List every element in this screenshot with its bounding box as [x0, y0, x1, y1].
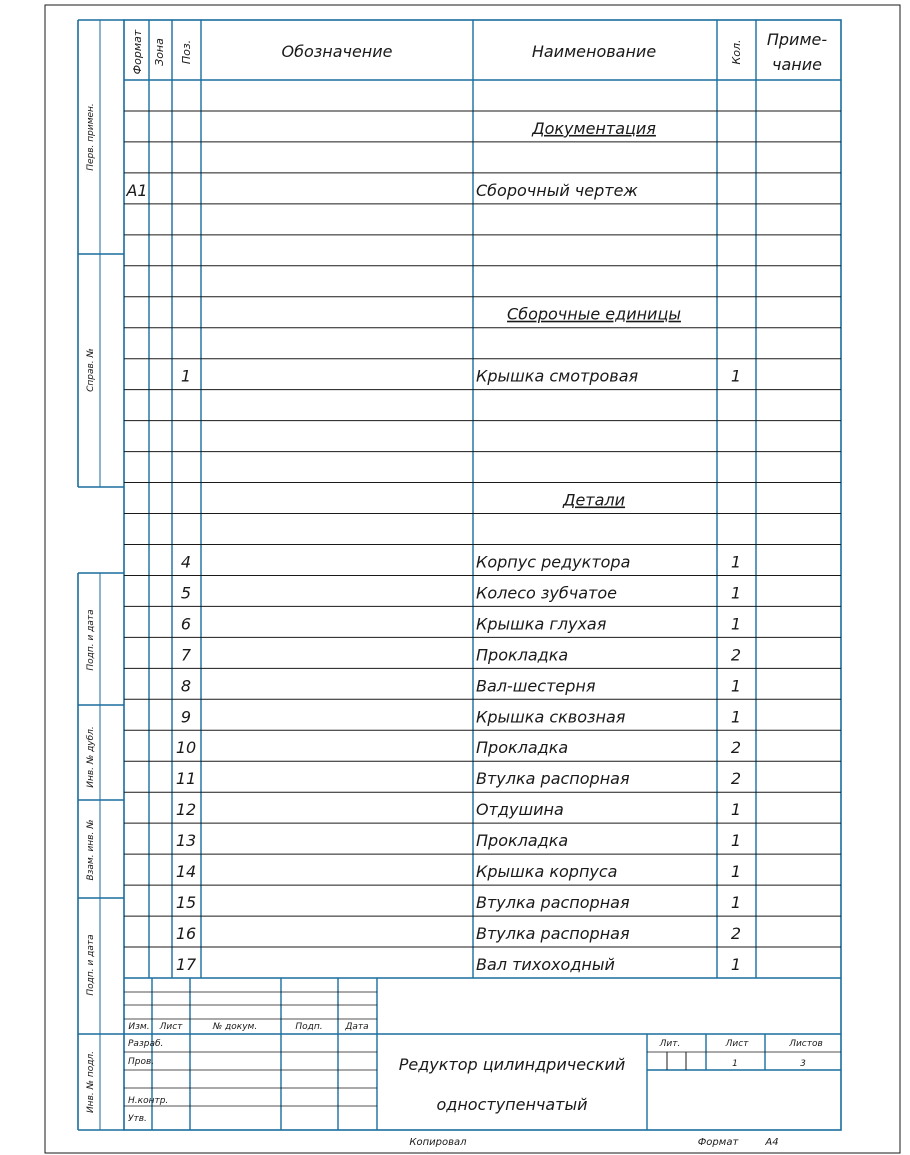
row-pos: 4: [180, 552, 192, 572]
tb-doc-no: № докум.: [212, 1022, 258, 1032]
row-name: Корпус редуктора: [476, 552, 631, 572]
row-pos: 17: [175, 955, 197, 974]
row-qty: 1: [730, 800, 742, 820]
row-pos: 7: [180, 645, 192, 665]
table-header: [131, 29, 827, 74]
table-row: [176, 862, 741, 881]
bottom-line: [409, 1137, 778, 1148]
header-format: Формат: [131, 29, 144, 75]
row-name: Втулка распорная: [476, 893, 630, 913]
table-row: [181, 552, 741, 571]
row-qty: 1: [730, 583, 742, 603]
row-pos: 9: [180, 707, 192, 727]
header-qty: Кол.: [730, 39, 743, 65]
bottom-copied: Копировал: [409, 1137, 467, 1148]
row-name: Сборочный чертеж: [476, 180, 638, 200]
row-pos: 13: [175, 831, 197, 851]
row-pos: 10: [175, 738, 197, 758]
table-row: [181, 614, 741, 633]
row-name: Крышка смотровая: [476, 366, 639, 386]
table-row: [125, 181, 638, 200]
row-pos: 5: [180, 583, 192, 603]
table-row: [181, 707, 741, 726]
row-qty: 1: [730, 614, 742, 634]
row-pos: 8: [180, 676, 192, 696]
header-zone: Зона: [153, 38, 166, 66]
side-label-podp-data-2: Подп. и дата: [86, 934, 96, 996]
spec-rows: [125, 119, 741, 974]
tb-lit-label: Лит.: [659, 1039, 681, 1049]
row-name: Прокладка: [476, 738, 569, 758]
row-qty: 1: [730, 552, 742, 572]
row-qty: 2: [730, 645, 742, 665]
tb-sheets-label: Листов: [789, 1039, 823, 1049]
title-block: [128, 1022, 823, 1124]
table-row: [176, 955, 741, 974]
header-pos: Поз.: [180, 39, 193, 65]
row-qty: 1: [730, 831, 742, 851]
tb-podp: Подп.: [295, 1022, 323, 1032]
row-pos: 15: [175, 893, 197, 913]
tb-razrab: Разраб.: [128, 1039, 164, 1049]
tb-title-line1: Редуктор цилиндрический: [398, 1055, 626, 1074]
table-row: [176, 893, 741, 912]
tb-sheet-value: 1: [732, 1059, 738, 1069]
side-label-inv-podl: Инв. № подл.: [86, 1050, 96, 1114]
tb-prov: Пров.: [128, 1057, 155, 1067]
row-pos: 14: [175, 862, 197, 882]
tb-sheets-value: 3: [800, 1059, 806, 1069]
row-qty: 1: [730, 707, 742, 727]
bottom-format-label: Формат: [697, 1137, 739, 1148]
row-name: Крышка корпуса: [476, 862, 618, 882]
row-qty: 1: [730, 893, 742, 913]
tb-data: Дата: [345, 1022, 369, 1032]
row-name: Вал-шестерня: [476, 676, 596, 696]
row-pos: 11: [175, 769, 197, 789]
row-name: Крышка глухая: [476, 614, 607, 634]
row-qty: 1: [730, 676, 742, 696]
row-qty: 1: [730, 862, 742, 882]
row-qty: 2: [730, 769, 742, 789]
section-title: Сборочные единицы: [507, 304, 681, 324]
row-qty: 2: [730, 738, 742, 758]
row-name: Вал тихоходный: [476, 955, 615, 974]
row-pos: 6: [180, 614, 192, 634]
table-row: [181, 367, 741, 386]
side-label-perv-primen: Перв. примен.: [86, 103, 96, 171]
table-row: [181, 645, 741, 664]
bottom-format-value: А4: [765, 1137, 779, 1148]
header-designation: Обозначение: [281, 42, 393, 61]
table-row: [176, 769, 741, 788]
table-row: [181, 676, 741, 695]
section-title: Детали: [562, 490, 626, 510]
row-pos: 1: [180, 366, 192, 386]
row-name: Прокладка: [476, 831, 569, 851]
row-pos: 16: [175, 924, 197, 944]
tb-n-kontr: Н.контр.: [128, 1096, 169, 1106]
row-qty: 1: [730, 366, 742, 386]
row-pos: 12: [175, 800, 197, 820]
side-label-inv-dubl: Инв. № дубл.: [86, 726, 96, 788]
side-label-podp-data-1: Подп. и дата: [86, 609, 96, 671]
header-name: Наименование: [531, 42, 657, 61]
table-row: [176, 831, 741, 850]
row-format: А1: [126, 180, 148, 200]
row-name: Колесо зубчатое: [476, 583, 617, 603]
table-row: [181, 583, 741, 602]
tb-title-line2: одноступенчатый: [436, 1095, 588, 1114]
row-qty: 2: [730, 924, 742, 944]
row-qty: 1: [730, 955, 742, 974]
table-row: [176, 924, 741, 943]
side-label-sprav-no: Справ. №: [86, 348, 96, 392]
tb-utv: Утв.: [128, 1114, 147, 1124]
table-row: [507, 305, 681, 324]
row-name: Прокладка: [476, 645, 569, 665]
header-note-line1: Приме-: [766, 30, 828, 49]
tb-list: Лист: [159, 1022, 183, 1032]
header-note-line2: чание: [772, 55, 822, 74]
table-row: [531, 119, 656, 138]
table-row: [176, 800, 741, 819]
table-row: [176, 738, 741, 757]
row-name: Втулка распорная: [476, 924, 630, 944]
table-row: [562, 491, 625, 510]
row-name: Крышка сквозная: [476, 707, 626, 727]
tb-izm: Изм.: [128, 1022, 150, 1032]
row-name: Втулка распорная: [476, 769, 630, 789]
section-title: Документация: [532, 118, 656, 138]
tb-sheet-label: Лист: [725, 1039, 749, 1049]
row-name: Отдушина: [476, 800, 564, 820]
side-label-vzam-inv: Взам. инв. №: [86, 819, 96, 881]
